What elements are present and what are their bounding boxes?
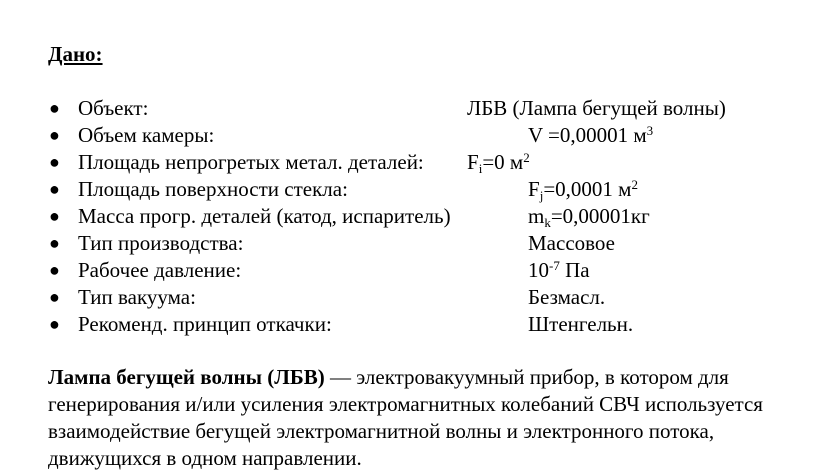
item-value: Массовое	[528, 231, 615, 255]
bullet-icon: ●	[49, 125, 60, 145]
list-item	[0, 149, 838, 176]
description-paragraph	[48, 364, 828, 472]
bullet-icon: ●	[49, 314, 60, 334]
bullet-icon: ●	[49, 98, 60, 118]
item-value: Штенгельн.	[528, 312, 634, 336]
value-subscript: i	[478, 161, 483, 176]
description-text: — электровакуумный прибор, в котором для генерирования и/или усиления электромагнитных колебаний СВЧ используется взаимодействие бегущей электромагнитной волны и электронного потока, движущихся в одном направлении.	[48, 365, 763, 470]
list-item	[0, 122, 838, 149]
value-text: V =0,00001 м	[528, 123, 647, 147]
item-label: Площадь непрогретых метал. деталей:	[78, 150, 424, 174]
list-item	[0, 203, 838, 230]
item-value	[528, 122, 653, 149]
list-item	[0, 176, 838, 203]
list-item	[0, 257, 838, 284]
value-text: =0,0001 м	[543, 177, 632, 201]
item-label: Объект:	[78, 96, 149, 120]
value-text: =0 м	[482, 150, 524, 174]
section-heading: Дано:	[48, 42, 103, 66]
given-list	[0, 95, 838, 338]
item-label: Площадь поверхности стекла:	[78, 177, 348, 201]
value-text: =0,00001кг	[550, 204, 650, 228]
bullet-icon: ●	[49, 206, 60, 226]
item-label: Объем камеры:	[78, 123, 215, 147]
term-bold: Лампа бегущей волны (ЛБВ)	[48, 365, 325, 389]
bullet-icon: ●	[49, 287, 60, 307]
value-text: F	[528, 177, 540, 201]
list-item	[0, 95, 838, 122]
item-value	[528, 176, 638, 205]
value-text: F	[467, 150, 479, 174]
item-value	[467, 149, 530, 178]
item-value: Безмасл.	[528, 285, 606, 309]
item-value	[528, 203, 650, 232]
bullet-icon: ●	[49, 233, 60, 253]
value-superscript: 2	[523, 150, 530, 165]
item-value: ЛБВ (Лампа бегущей волны)	[467, 96, 726, 120]
value-text: 10	[528, 258, 549, 282]
bullet-icon: ●	[49, 152, 60, 172]
item-label: Тип вакуума:	[78, 285, 196, 309]
value-superscript: 2	[631, 177, 638, 192]
value-subscript: j	[539, 188, 544, 203]
item-label: Масса прогр. деталей (катод, испаритель)	[78, 204, 451, 228]
list-item	[0, 284, 838, 311]
item-label: Тип производства:	[78, 231, 244, 255]
item-label: Рабочее давление:	[78, 258, 242, 282]
value-text: m	[528, 204, 545, 228]
value-subscript: k	[544, 215, 551, 230]
list-item	[0, 311, 838, 338]
value-superscript: -7	[549, 258, 560, 273]
bullet-icon: ●	[49, 179, 60, 199]
item-value	[528, 257, 590, 284]
bullet-icon: ●	[49, 260, 60, 280]
list-item	[0, 230, 838, 257]
value-text: Па	[559, 258, 590, 282]
value-superscript: 3	[646, 123, 654, 138]
item-label: Рекоменд. принцип откачки:	[78, 312, 332, 336]
